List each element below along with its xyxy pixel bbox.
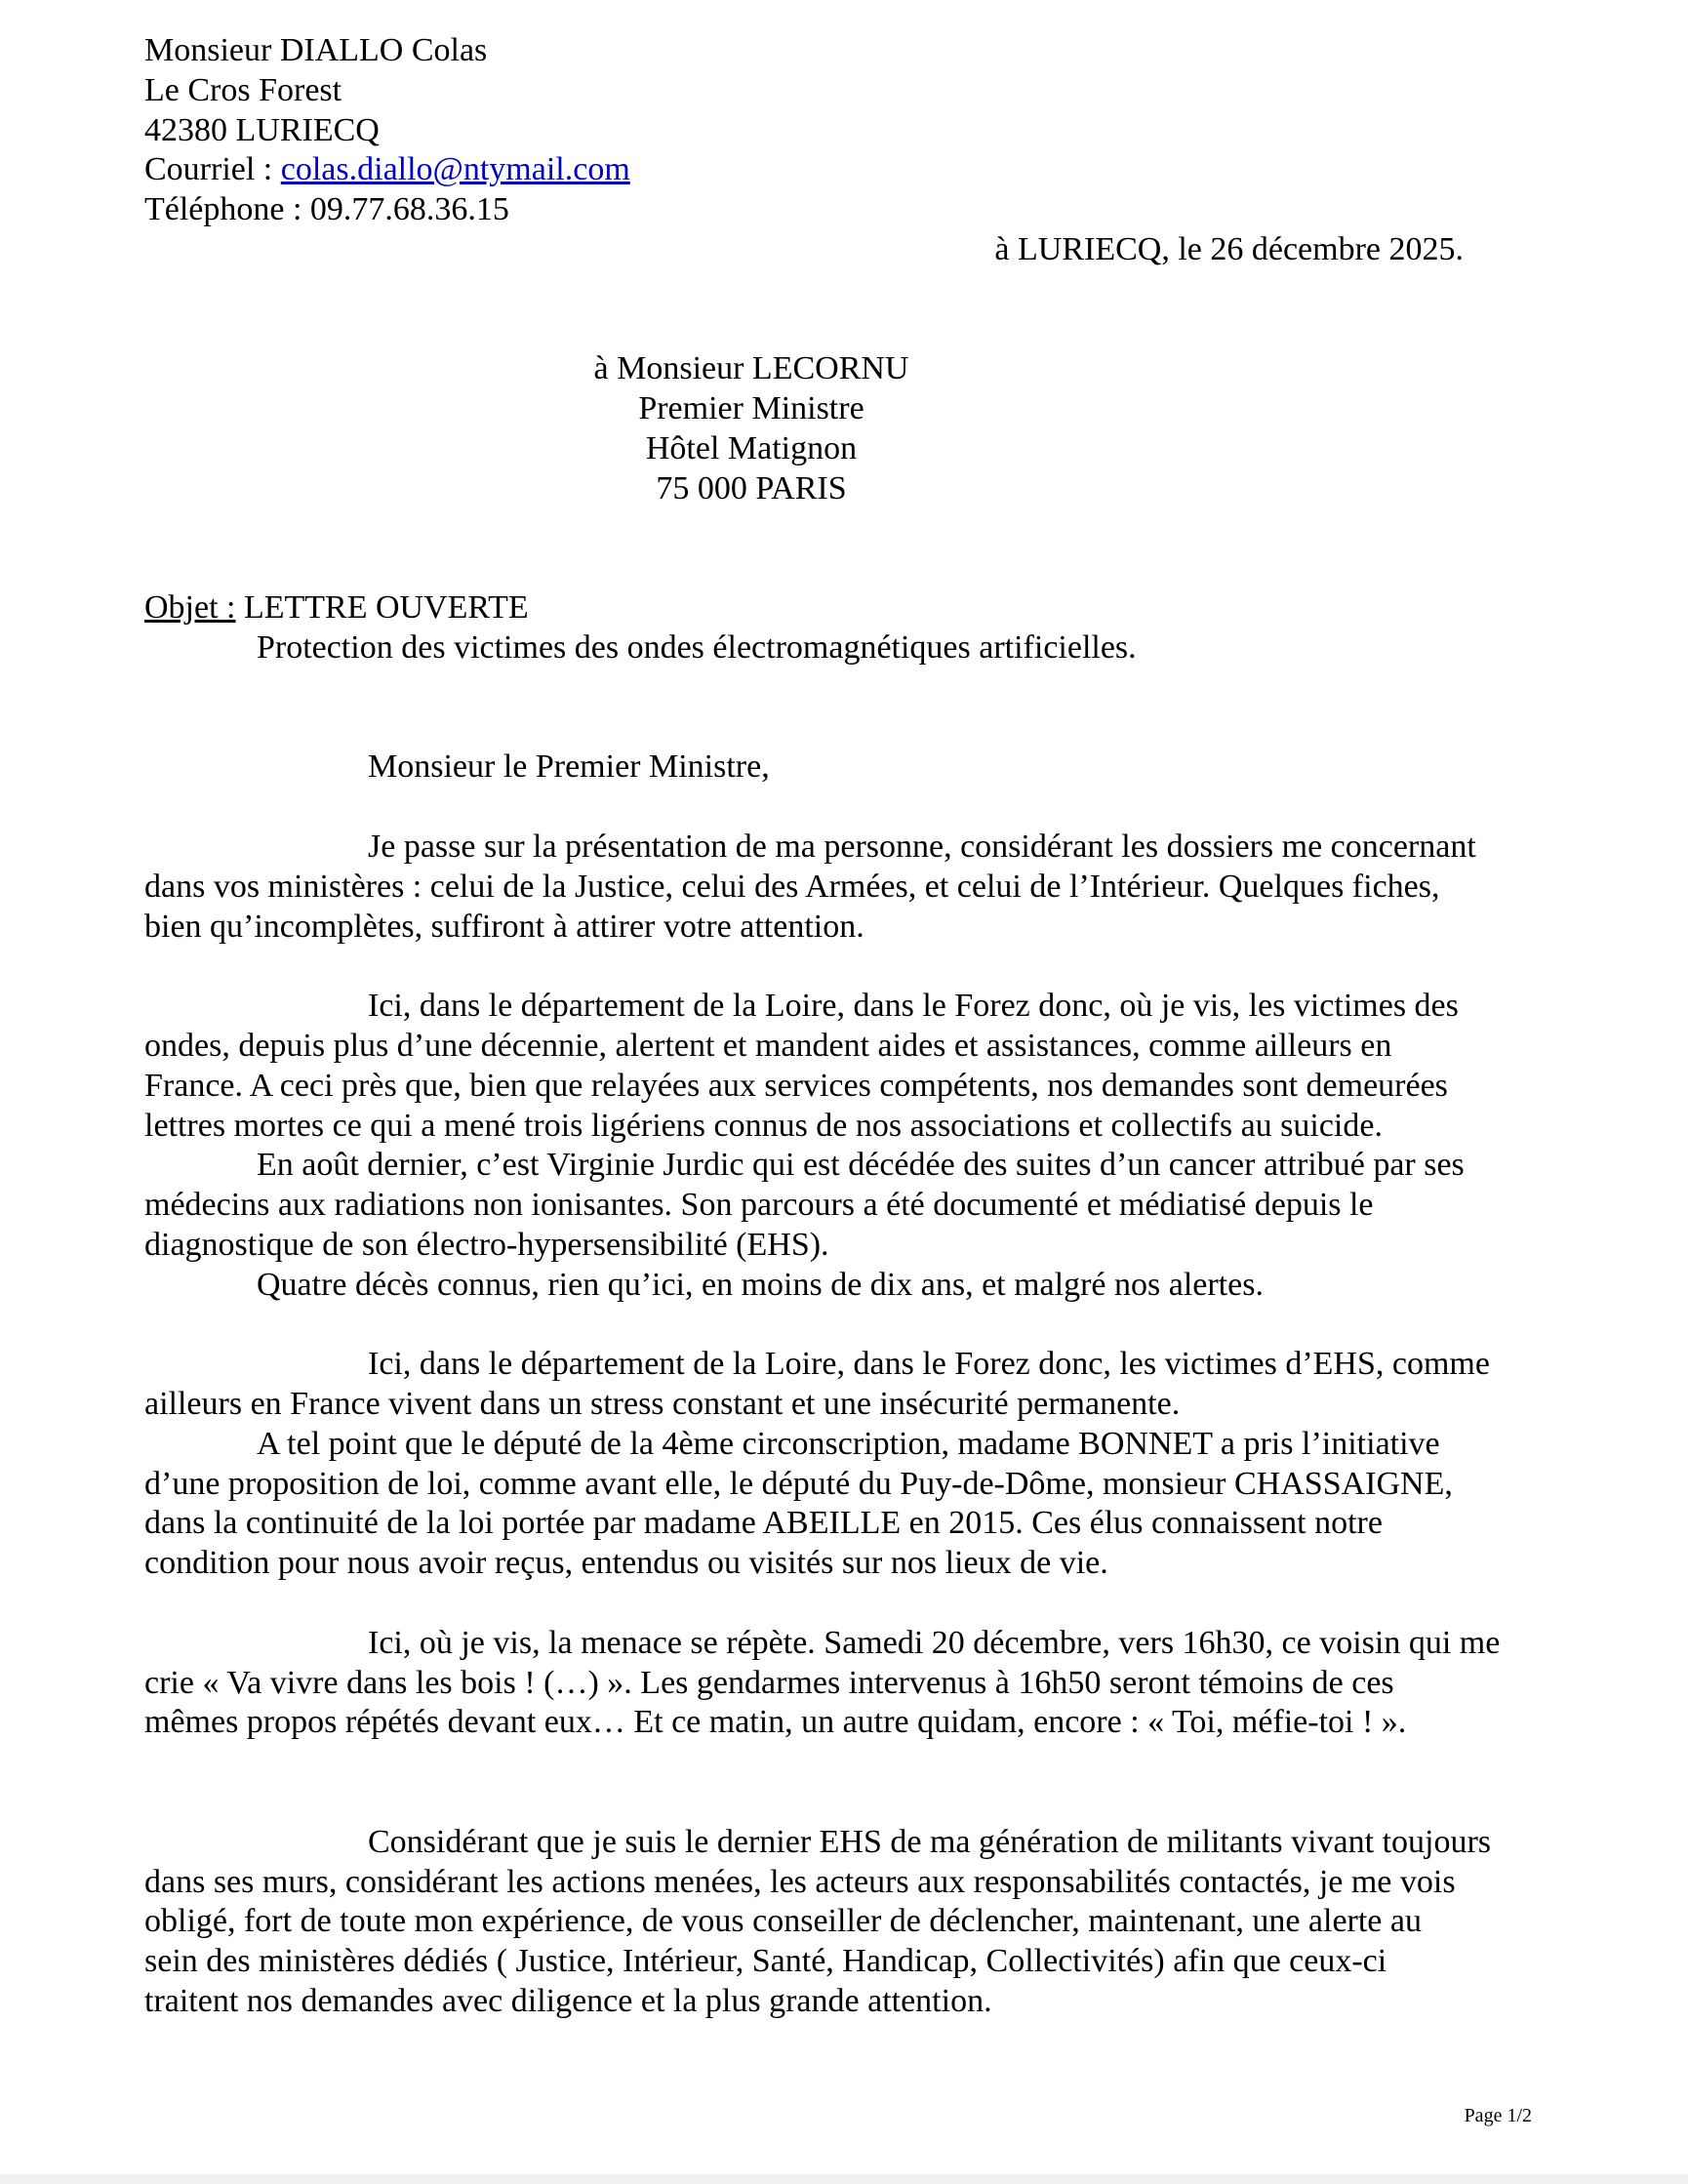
body-line: condition pour nous avoir reçus, entendus ou visités sur nos lieux de vie. bbox=[144, 1545, 1108, 1582]
sender-address-line1: Le Cros Forest bbox=[144, 71, 342, 108]
body-line: obligé, fort de toute mon expérience, de vous conseiller de déclencher, maintenant, une alerte au bbox=[144, 1903, 1422, 1940]
page-number: Page 1/2 bbox=[1464, 2105, 1532, 2126]
spacer bbox=[144, 1306, 1561, 1346]
sender-name: Monsieur DIALLO Colas bbox=[144, 32, 488, 68]
spacer bbox=[144, 548, 1561, 588]
body-line: crie « Va vivre dans les bois ! (…) ». Les gendarmes intervenus à 16h50 seront témoins de ces bbox=[144, 1664, 1394, 1701]
date-line: à LURIECQ, le 26 décembre 2025. bbox=[994, 230, 1464, 267]
spacer bbox=[144, 947, 1561, 987]
recipient-city: 75 000 PARIS bbox=[656, 469, 847, 506]
subject-title: LETTRE OUVERTE bbox=[235, 589, 529, 627]
spacer bbox=[144, 788, 1561, 828]
recipient-name: à Monsieur LECORNU bbox=[593, 350, 909, 387]
sender-address-line2: 42380 LURIECQ bbox=[144, 111, 380, 148]
spacer bbox=[144, 1584, 1561, 1624]
body-line: mêmes propos répétés devant eux… Et ce matin, un autre quidam, encore : « Toi, méfie-toi ! ». bbox=[144, 1704, 1407, 1741]
body-line: d’une proposition de loi, comme avant elle, le député du Puy-de-Dôme, monsieur CHASSAIGNE, bbox=[144, 1465, 1453, 1502]
email-link[interactable]: colas.diallo@ntymail.com bbox=[280, 151, 630, 188]
spacer bbox=[144, 509, 1561, 549]
body-line: dans la continuité de la loi portée par madame ABEILLE en 2015. Ces élus connaissent notre bbox=[144, 1505, 1383, 1542]
page-bottom-edge bbox=[0, 2174, 1688, 2184]
spacer bbox=[144, 668, 1561, 708]
sender-email-line bbox=[144, 150, 1561, 190]
spacer bbox=[144, 310, 1561, 350]
body-line: A tel point que le député de la 4ème circonscription, madame BONNET a pris l’initiative bbox=[257, 1425, 1440, 1462]
recipient-address: Hôtel Matignon bbox=[645, 429, 858, 466]
body-line: Quatre décès connus, rien qu’ici, en moins de dix ans, et malgré nos alertes. bbox=[257, 1266, 1264, 1303]
body-line: diagnostique de son électro-hypersensibilité (EHS). bbox=[144, 1226, 829, 1263]
subject-label: Objet : bbox=[144, 589, 236, 627]
body-paragraphs bbox=[144, 828, 1561, 2022]
body-line: traitent nos demandes avec diligence et la plus grande attention. bbox=[144, 1983, 992, 2020]
body-line: Ici, dans le département de la Loire, dans le Forez donc, les victimes d’EHS, comme bbox=[368, 1346, 1490, 1383]
spacer bbox=[144, 1783, 1561, 1823]
body-line: ondes, depuis plus d’une décennie, alertent et mandent aides et assistances, comme ailleurs en bbox=[144, 1027, 1392, 1064]
body-line: En août dernier, c’est Virginie Jurdic qui est décédée des suites d’un cancer attribué par ses bbox=[257, 1147, 1465, 1184]
subject-subtitle: Protection des victimes des ondes électromagnétiques artificielles. bbox=[257, 628, 1137, 666]
body-line: dans vos ministères : celui de la Justice, celui des Armées, et celui de l’Intérieur. Quelques fiches, bbox=[144, 868, 1440, 905]
body-line: Ici, où je vis, la menace se répète. Samedi 20 décembre, vers 16h30, ce voisin qui me bbox=[368, 1624, 1501, 1661]
body-line: médecins aux radiations non ionisantes. Son parcours a été documenté et médiatisé depuis le bbox=[144, 1187, 1374, 1224]
body-line: dans ses murs, considérant les actions menées, les acteurs aux responsabilités contactés, je me vois bbox=[144, 1863, 1456, 1900]
email-label: Courriel : bbox=[144, 151, 281, 188]
body-line: Je passe sur la présentation de ma personne, considérant les dossiers me concernant bbox=[368, 828, 1476, 865]
spacer bbox=[144, 270, 1561, 310]
sender-phone-line: Téléphone : 09.77.68.36.15 bbox=[144, 191, 509, 228]
recipient-title: Premier Ministre bbox=[638, 390, 864, 427]
body-line: lettres mortes ce qui a mené trois ligériens connus de nos associations et collectifs au suicide. bbox=[144, 1107, 1383, 1144]
salutation: Monsieur le Premier Ministre, bbox=[368, 748, 770, 786]
subject-line bbox=[144, 588, 1561, 628]
body-line: France. A ceci près que, bien que relayées aux services compétents, nos demandes sont demeurées bbox=[144, 1067, 1448, 1104]
spacer bbox=[144, 708, 1561, 748]
body-line: bien qu’incomplètes, suffiront à attirer votre attention. bbox=[144, 908, 864, 945]
sender-block bbox=[144, 31, 1561, 230]
body-line: ailleurs en France vivent dans un stress constant et une insécurité permanente. bbox=[144, 1386, 1181, 1423]
spacer bbox=[144, 1743, 1561, 1783]
recipient-block bbox=[144, 349, 1358, 508]
body-line: Considérant que je suis le dernier EHS de ma génération de militants vivant toujours bbox=[368, 1823, 1492, 1860]
body-line: sein des ministères dédiés ( Justice, Intérieur, Santé, Handicap, Collectivités) afin que ceux-ci bbox=[144, 1943, 1387, 1980]
body-line: Ici, dans le département de la Loire, dans le Forez donc, où je vis, les victimes des bbox=[368, 988, 1459, 1025]
